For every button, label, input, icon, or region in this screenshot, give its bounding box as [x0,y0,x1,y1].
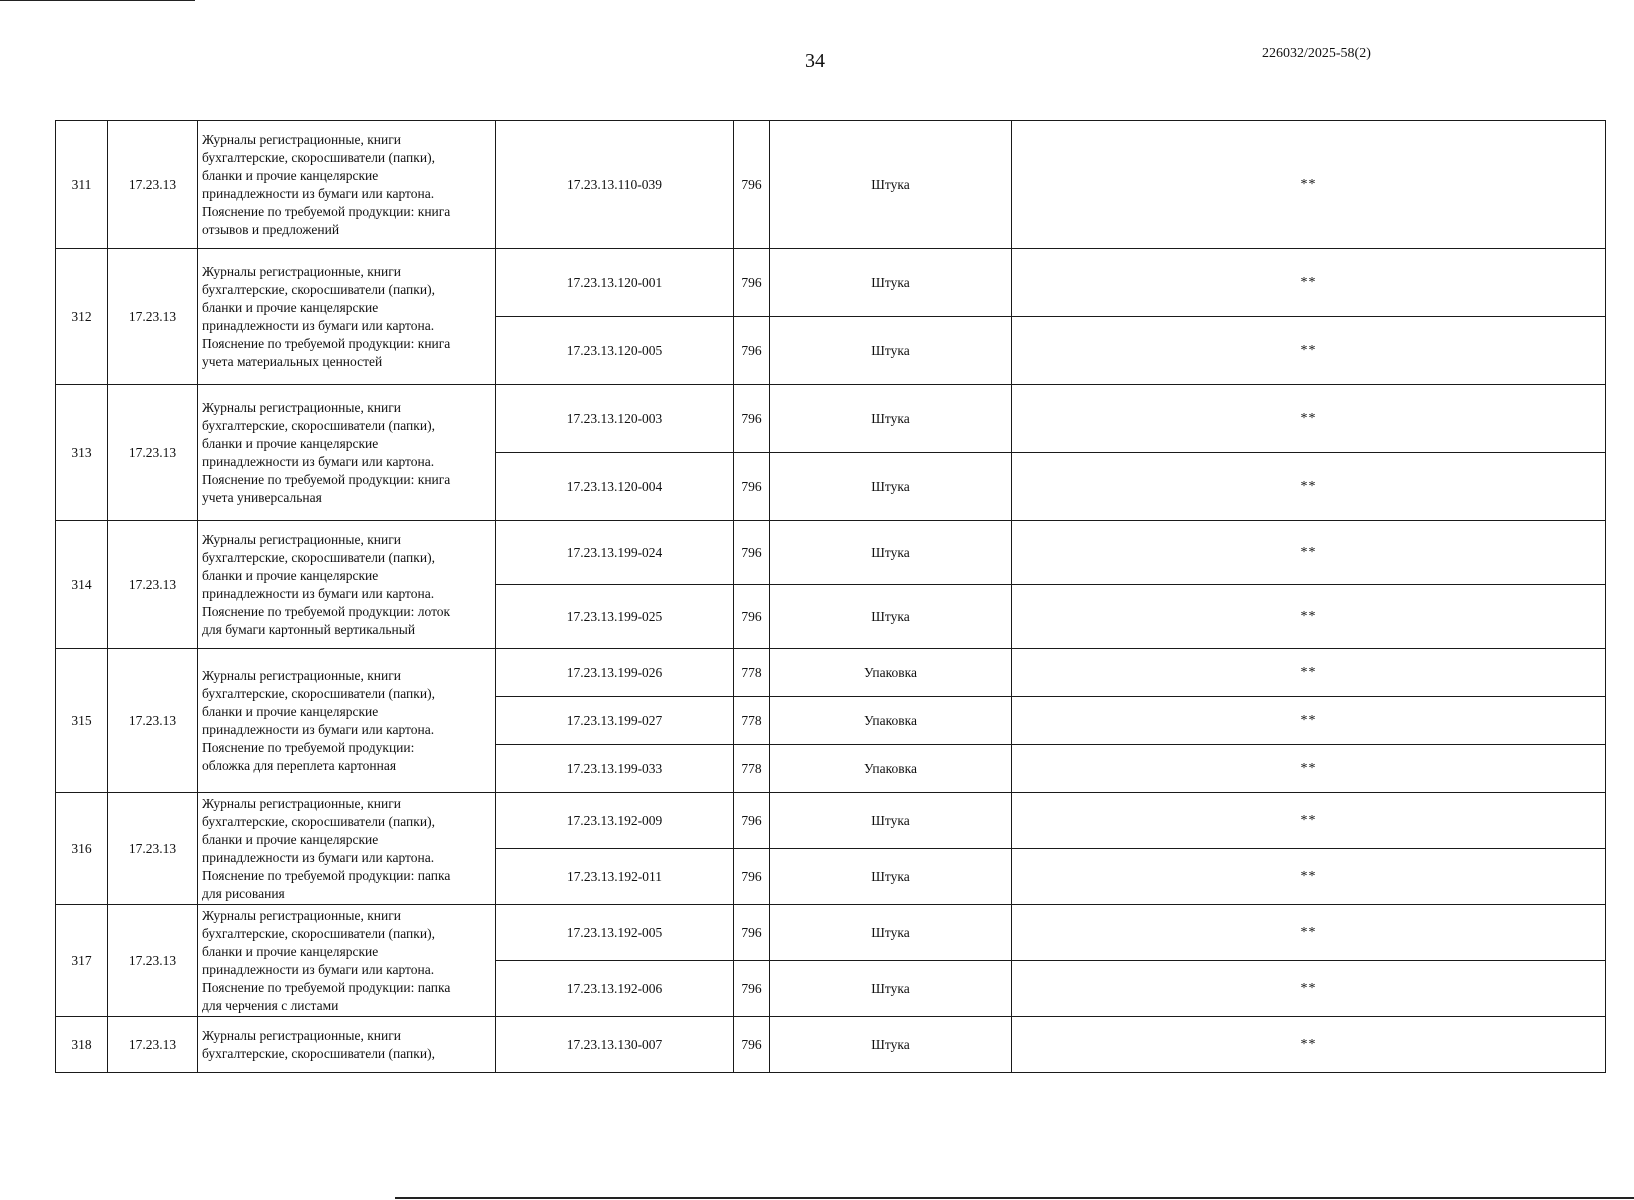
product-description [198,1017,496,1073]
okei-code: 778 [734,649,770,697]
okei-code: 796 [734,961,770,1017]
product-description [198,249,496,385]
ktru-code: 17.23.13.192-011 [496,849,734,905]
unit-name: Штука [770,905,1012,961]
description-line: Пояснение по требуемой продукции: папка [202,867,451,883]
okpd-code: 17.23.13 [108,121,198,249]
okei-code: 796 [734,585,770,649]
okpd-code: 17.23.13 [108,385,198,521]
description-line: бухгалтерские, скоросшиватели (папки), [202,281,435,297]
ktru-code: 17.23.13.120-003 [496,385,734,453]
description-line: бланки и прочие канцелярские [202,167,379,183]
okei-code: 796 [734,453,770,521]
product-description [198,905,496,1017]
requirement-mark: ** [1012,745,1606,793]
ktru-code: 17.23.13.110-039 [496,121,734,249]
okpd-code: 17.23.13 [108,649,198,793]
unit-name: Штука [770,385,1012,453]
product-description [198,793,496,905]
unit-name: Штука [770,453,1012,521]
top-rule [0,0,195,1]
description-line: для бумаги картонный вертикальный [202,621,416,637]
description-line: Пояснение по требуемой продукции: книга [202,471,451,487]
row-number: 315 [56,649,108,793]
description-line: принадлежности из бумаги или картона. [202,585,435,601]
ktru-code: 17.23.13.130-007 [496,1017,734,1073]
description-line: бланки и прочие канцелярские [202,435,379,451]
description-line: Журналы регистрационные, книги [202,795,401,811]
page-number: 34 [805,50,825,72]
requirement-mark: ** [1012,649,1606,697]
requirement-mark: ** [1012,697,1606,745]
ktru-code: 17.23.13.199-027 [496,697,734,745]
okpd-code: 17.23.13 [108,249,198,385]
description-line: Журналы регистрационные, книги [202,263,401,279]
description-line: бухгалтерские, скоросшиватели (папки), [202,813,435,829]
description-line: Журналы регистрационные, книги [202,531,401,547]
description-line: бланки и прочие канцелярские [202,943,379,959]
requirement-mark: ** [1012,121,1606,249]
requirement-mark: ** [1012,317,1606,385]
product-description [198,121,496,249]
table-row [56,649,1606,697]
product-description [198,385,496,521]
unit-name: Штука [770,121,1012,249]
ktru-code: 17.23.13.192-006 [496,961,734,1017]
requirement-mark: ** [1012,385,1606,453]
unit-name: Штука [770,317,1012,385]
bottom-rule [395,1197,1634,1199]
description-line: для черчения с листами [202,997,339,1013]
unit-name: Штука [770,249,1012,317]
products-table [55,120,1606,1073]
ktru-code: 17.23.13.199-025 [496,585,734,649]
description-line: Пояснение по требуемой продукции: книга [202,203,451,219]
product-description [198,521,496,649]
description-line: бухгалтерские, скоросшиватели (папки), [202,925,435,941]
description-line: бланки и прочие канцелярские [202,831,379,847]
row-number: 312 [56,249,108,385]
description-line: бухгалтерские, скоросшиватели (папки), [202,149,435,165]
row-number: 317 [56,905,108,1017]
description-line: Журналы регистрационные, книги [202,1027,401,1043]
description-line: бухгалтерские, скоросшиватели (папки), [202,417,435,433]
requirement-mark: ** [1012,849,1606,905]
unit-name: Штука [770,1017,1012,1073]
okei-code: 796 [734,249,770,317]
description-line: бухгалтерские, скоросшиватели (папки), [202,1045,435,1061]
description-line: Пояснение по требуемой продукции: папка [202,979,451,995]
ktru-code: 17.23.13.199-033 [496,745,734,793]
description-line: бланки и прочие канцелярские [202,299,379,315]
description-line: принадлежности из бумаги или картона. [202,453,435,469]
okei-code: 796 [734,385,770,453]
requirement-mark: ** [1012,249,1606,317]
description-line: бухгалтерские, скоросшиватели (папки), [202,685,435,701]
row-number: 316 [56,793,108,905]
description-line: учета универсальная [202,489,322,505]
requirement-mark: ** [1012,453,1606,521]
requirement-mark: ** [1012,793,1606,849]
ktru-code: 17.23.13.120-001 [496,249,734,317]
table-row [56,793,1606,849]
description-line: бухгалтерские, скоросшиватели (папки), [202,549,435,565]
table-row [56,521,1606,585]
unit-name: Штука [770,961,1012,1017]
requirement-mark: ** [1012,1017,1606,1073]
table-row [56,249,1606,317]
okei-code: 796 [734,849,770,905]
requirement-mark: ** [1012,905,1606,961]
description-line: принадлежности из бумаги или картона. [202,185,435,201]
okpd-code: 17.23.13 [108,793,198,905]
description-line: принадлежности из бумаги или картона. [202,849,435,865]
description-line: бланки и прочие канцелярские [202,567,379,583]
table-row [56,1017,1606,1073]
ktru-code: 17.23.13.199-024 [496,521,734,585]
row-number: 318 [56,1017,108,1073]
description-line: Пояснение по требуемой продукции: лоток [202,603,451,619]
description-line: Пояснение по требуемой продукции: [202,739,415,755]
okpd-code: 17.23.13 [108,1017,198,1073]
unit-name: Упаковка [770,697,1012,745]
unit-name: Штука [770,585,1012,649]
description-line: Журналы регистрационные, книги [202,399,401,415]
table-row [56,385,1606,453]
unit-name: Упаковка [770,649,1012,697]
product-description [198,649,496,793]
requirement-mark: ** [1012,585,1606,649]
okei-code: 796 [734,793,770,849]
ktru-code: 17.23.13.120-004 [496,453,734,521]
unit-name: Штука [770,849,1012,905]
description-line: бланки и прочие канцелярские [202,703,379,719]
ktru-code: 17.23.13.120-005 [496,317,734,385]
description-line: обложка для переплета картонная [202,757,397,773]
description-line: принадлежности из бумаги или картона. [202,317,435,333]
okei-code: 778 [734,697,770,745]
requirement-mark: ** [1012,521,1606,585]
description-line: Пояснение по требуемой продукции: книга [202,335,451,351]
requirement-mark: ** [1012,961,1606,1017]
okpd-code: 17.23.13 [108,905,198,1017]
description-line: Журналы регистрационные, книги [202,131,401,147]
description-line: Журналы регистрационные, книги [202,667,401,683]
table-row [56,905,1606,961]
ktru-code: 17.23.13.199-026 [496,649,734,697]
unit-name: Упаковка [770,745,1012,793]
description-line: для рисования [202,885,285,901]
table-row [56,121,1606,249]
description-line: учета материальных ценностей [202,353,383,369]
okei-code: 796 [734,317,770,385]
okei-code: 796 [734,521,770,585]
document-id: 226032/2025-58(2) [1262,46,1371,61]
row-number: 314 [56,521,108,649]
okei-code: 796 [734,1017,770,1073]
table-body [56,121,1606,1073]
okpd-code: 17.23.13 [108,521,198,649]
description-line: принадлежности из бумаги или картона. [202,721,435,737]
description-line: принадлежности из бумаги или картона. [202,961,435,977]
description-line: Журналы регистрационные, книги [202,907,401,923]
ktru-code: 17.23.13.192-005 [496,905,734,961]
okei-code: 778 [734,745,770,793]
okei-code: 796 [734,905,770,961]
row-number: 311 [56,121,108,249]
description-line: отзывов и предложений [202,221,340,237]
ktru-code: 17.23.13.192-009 [496,793,734,849]
unit-name: Штука [770,793,1012,849]
unit-name: Штука [770,521,1012,585]
row-number: 313 [56,385,108,521]
okei-code: 796 [734,121,770,249]
